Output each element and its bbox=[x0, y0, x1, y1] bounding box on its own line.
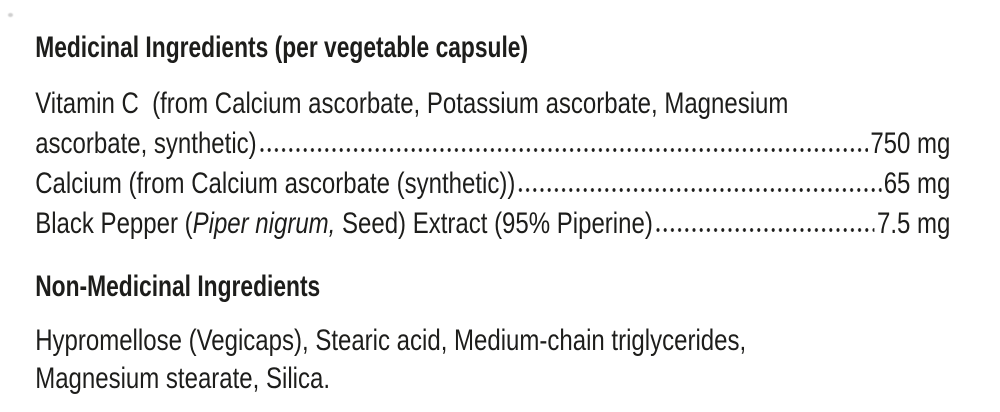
medicinal-ingredients-heading bbox=[35, 28, 950, 68]
ingredient-name: Vitamin C (from Calcium ascorbate, Potassium ascorbate, Magnesium bbox=[35, 87, 789, 120]
ingredient-row-vitamin-c-line2 bbox=[35, 124, 950, 164]
ingredient-row-black-pepper bbox=[35, 204, 950, 244]
ingredient-name-suffix: Seed) Extract (95% Piperine) bbox=[335, 207, 653, 240]
non-medicinal-ingredients-line1 bbox=[35, 322, 950, 360]
ingredient-row-calcium bbox=[35, 164, 950, 204]
non-medicinal-ingredients-heading bbox=[35, 267, 950, 307]
non-medicinal-ingredients-text: Magnesium stearate, Silica. bbox=[35, 362, 330, 395]
dot-leader bbox=[654, 227, 874, 233]
non-medicinal-ingredients-line2 bbox=[35, 360, 950, 398]
ingredient-amount: 7.5 mg bbox=[877, 207, 951, 240]
ingredient-name-prefix: Black Pepper ( bbox=[35, 207, 193, 240]
medicinal-ingredients-heading-text: Medicinal Ingredients (per vegetable capsule) bbox=[35, 31, 529, 64]
ingredient-name: ascorbate, synthetic) bbox=[35, 127, 257, 160]
ingredient-row-vitamin-c-line1 bbox=[35, 84, 950, 124]
non-medicinal-ingredients-heading-text: Non-Medicinal Ingredients bbox=[35, 270, 321, 303]
ingredient-name: Calcium (from Calcium ascorbate (synthetic)) bbox=[35, 167, 516, 200]
non-medicinal-ingredients-text: Hypromellose (Vegicaps), Stearic acid, Medium-chain triglycerides, bbox=[35, 324, 747, 357]
ingredient-amount: 65 mg bbox=[883, 167, 951, 200]
non-medicinal-ingredients-list bbox=[35, 322, 950, 398]
medicinal-ingredients-list bbox=[35, 84, 950, 244]
dot-leader bbox=[258, 147, 868, 153]
dot-leader bbox=[517, 187, 881, 193]
ingredient-amount: 750 mg bbox=[870, 127, 951, 160]
ingredient-latin-name: Piper nigrum, bbox=[192, 207, 336, 240]
